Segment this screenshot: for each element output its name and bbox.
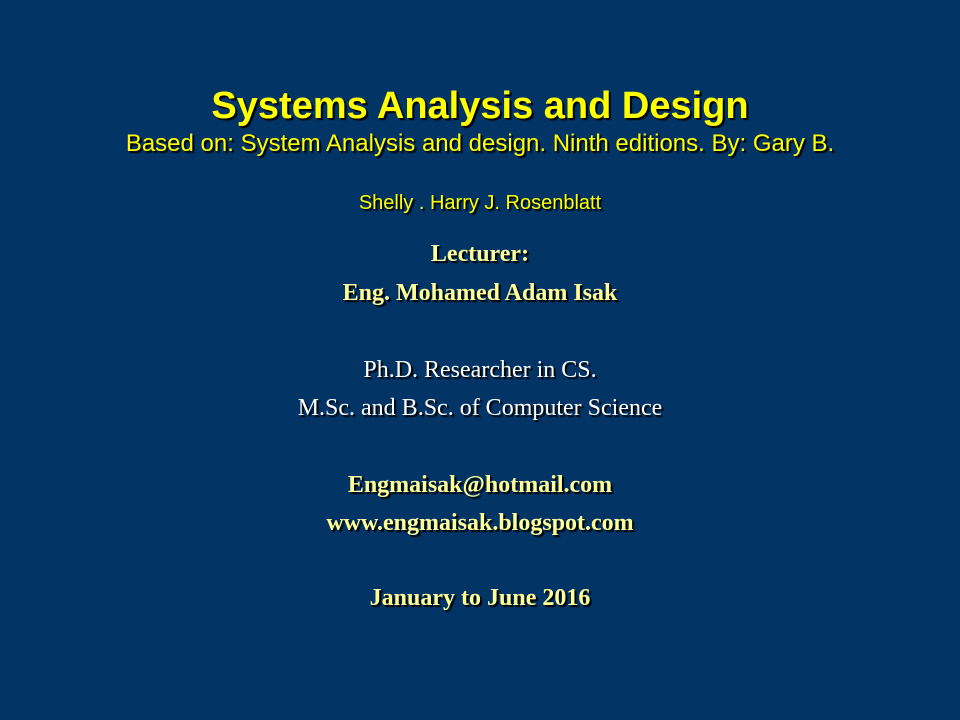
dates-text: January to June 2016 xyxy=(369,585,591,611)
website-text: www.engmaisak.blogspot.com xyxy=(326,510,634,536)
degree-line-2: M.Sc. and B.Sc. of Computer Science xyxy=(297,395,663,421)
lecturer-name: Eng. Mohamed Adam Isak xyxy=(342,280,618,306)
lecturer-label: Lecturer: xyxy=(430,241,530,267)
email-text: Engmaisak@hotmail.com xyxy=(347,472,613,498)
slide-title: Systems Analysis and Design xyxy=(211,85,749,127)
slide-subtitle: Based on: System Analysis and design. Ninth editions. By: Gary B. xyxy=(125,130,835,157)
body-block xyxy=(40,240,920,612)
slide-authors: Shelly . Harry J. Rosenblatt xyxy=(358,192,602,214)
title-block xyxy=(40,84,920,215)
degree-line-1: Ph.D. Researcher in CS. xyxy=(363,357,597,383)
